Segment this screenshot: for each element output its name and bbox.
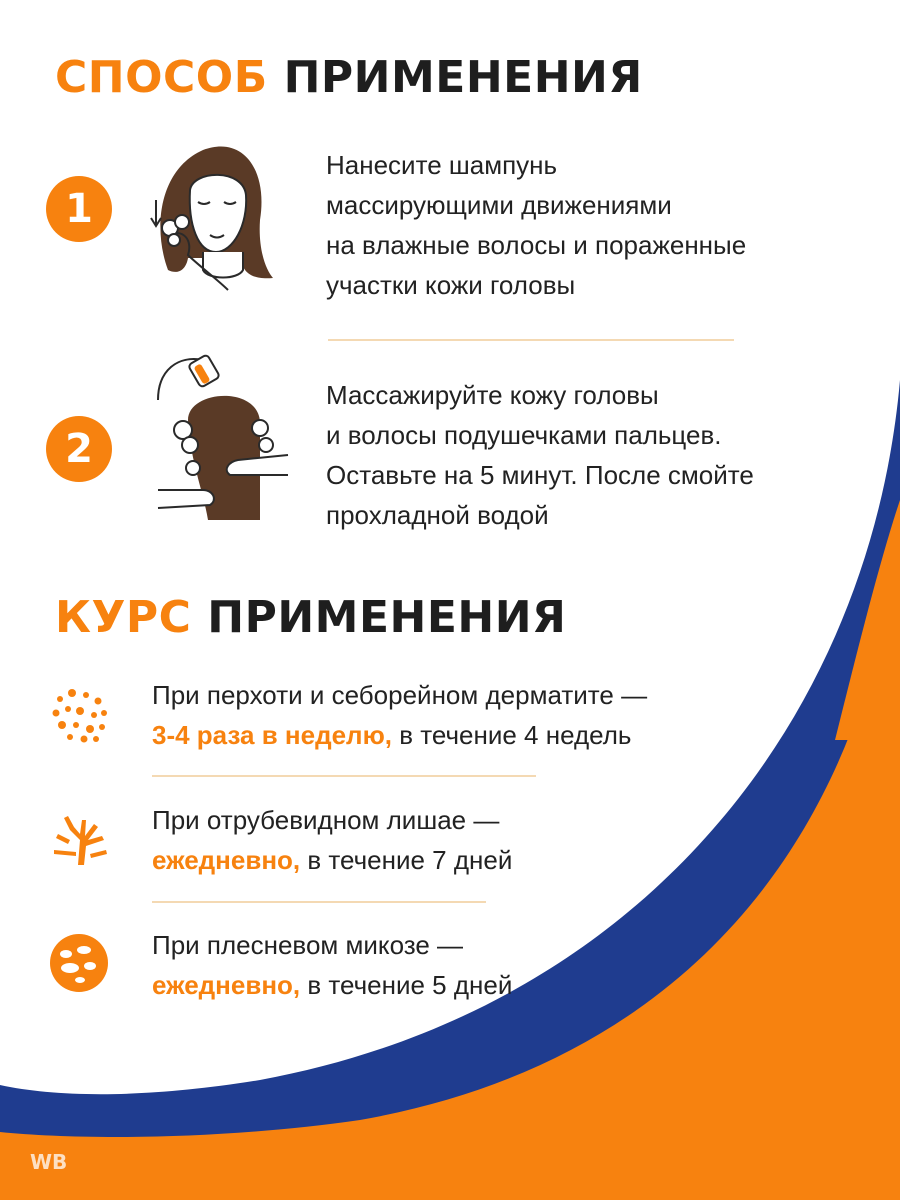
mold-spots-icon xyxy=(48,932,110,994)
step-number: 1 xyxy=(65,186,93,232)
course-line: При отрубевидном лишае — xyxy=(152,805,500,835)
section-title-course xyxy=(55,592,566,643)
woman-applying-shampoo-icon xyxy=(148,140,278,300)
title-accent: КУРС xyxy=(55,592,192,643)
step-line: на влажные волосы и пораженные xyxy=(326,230,747,260)
course-line-2 xyxy=(152,840,792,880)
title-accent: СПОСОБ xyxy=(55,52,268,103)
step-line: Массажируйте кожу головы xyxy=(326,380,659,410)
shower-rinse-hair-icon xyxy=(148,350,298,530)
dandruff-dots-icon xyxy=(50,685,110,745)
title-rest: ПРИМЕНЕНИЯ xyxy=(283,52,643,103)
step-line: Нанесите шампунь xyxy=(326,150,558,180)
step-line: массирующими движениями xyxy=(326,190,672,220)
lichen-coral-icon xyxy=(50,810,110,870)
step-line: и волосы подушечками пальцев. xyxy=(326,420,722,450)
course-line: При плесневом микозе — xyxy=(152,930,464,960)
step-number-badge xyxy=(46,416,112,482)
divider xyxy=(152,901,486,903)
step-number: 2 xyxy=(65,426,93,472)
course-rest: в течение 5 дней xyxy=(300,970,513,1000)
step-1-text xyxy=(326,145,886,305)
course-line: При перхоти и себорейном дерматите — xyxy=(152,680,648,710)
divider xyxy=(152,775,536,777)
watermark: WB xyxy=(30,1150,68,1174)
divider xyxy=(328,339,734,341)
section-title-method xyxy=(55,52,643,103)
step-number-badge xyxy=(46,176,112,242)
step-line: Оставьте на 5 минут. После смойте xyxy=(326,460,754,490)
course-highlight: 3-4 раза в неделю, xyxy=(152,720,393,750)
course-rest: в течение 7 дней xyxy=(300,845,513,875)
course-highlight: ежедневно, xyxy=(152,845,301,875)
step-line: прохладной водой xyxy=(326,500,549,530)
course-item-3 xyxy=(152,925,792,1005)
course-rest: в течение 4 недель xyxy=(392,720,632,750)
course-line-2 xyxy=(152,715,792,755)
step-2-text xyxy=(326,375,886,535)
course-line-2 xyxy=(152,965,792,1005)
course-item-2 xyxy=(152,800,792,880)
course-item-1 xyxy=(152,675,792,755)
step-line: участки кожи головы xyxy=(326,270,576,300)
title-rest: ПРИМЕНЕНИЯ xyxy=(207,592,567,643)
course-highlight: ежедневно, xyxy=(152,970,301,1000)
